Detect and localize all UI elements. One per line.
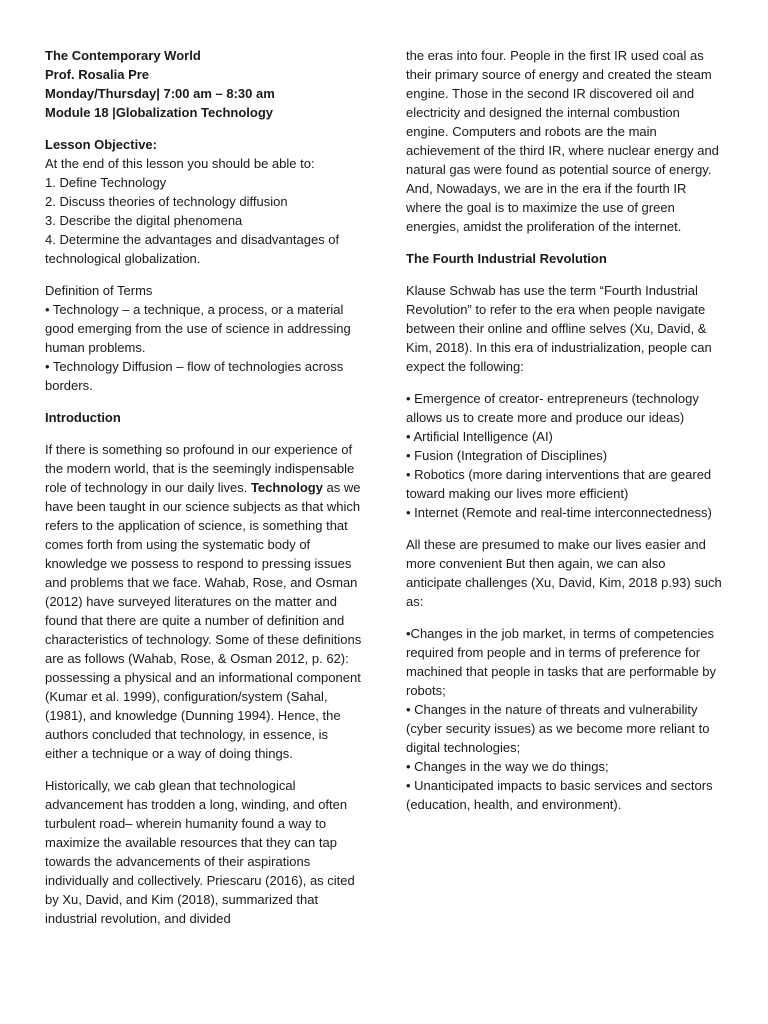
objective-item: 1. Define Technology xyxy=(45,175,167,190)
course-title: The Contemporary World xyxy=(45,48,201,63)
fourth-ir-bullet: • Robotics (more daring interventions that are geared toward making our lives more efficient) xyxy=(406,467,712,501)
fourth-ir-paragraph-2: All these are presumed to make our lives easier and more convenient But then again, we can also anticipate challenges (Xu, David, Kim, 2018 p.93) such as: xyxy=(406,537,722,609)
fourth-ir-heading: The Fourth Industrial Revolution xyxy=(406,251,607,266)
objective-item: 3. Describe the digital phenomena xyxy=(45,213,243,228)
introduction-paragraph-2: Historically, we cab glean that technological advancement has trodden a long, winding, and often turbulent road– wherein humanity found a way to maximize the available resources that they can tap towards the advancements of their aspirations individually and collectively. Priescaru (2016), as cited by Xu, David, and Kim (2018), summarized that industrial revolution, and divided xyxy=(45,778,355,926)
challenge-item: • Changes in the nature of threats and vulnerability (cyber security issues) as we become more reliant to digital technologies; xyxy=(406,702,710,755)
intro-p1-rest: as we have been taught in our science subjects as that which refers to the application of science, is something that comes forth from using the systematic body of knowledge we possess to respond to pressing issues and problems that we face. Wahab, Rose, and Osman (2012) have surveyed literatures on the matter and found that there are quite a number of definition and characteristics of technology. Some of these definitions are as follows (Wahab, Rose, & Osman 2012, p. 62): possessing a physical and an informational component (Kumar et al. 1999), configuration/system (Sahal, (1981), and knowledge (Dunning 1994). Hence, the authors concluded that technology, in essence, is either a technique or a way of doing things. xyxy=(45,480,362,761)
introduction-paragraph-1 xyxy=(45,440,363,763)
challenge-item: •Changes in the job market, in terms of competencies required from people and in terms of preference for machined that people in tasks that are performable by robots; xyxy=(406,626,717,698)
fourth-ir-bullet: • Artificial Intelligence (AI) xyxy=(406,429,553,444)
class-schedule: Monday/Thursday| 7:00 am – 8:30 am xyxy=(45,86,275,101)
challenge-item: • Unanticipated impacts to basic services and sectors (education, health, and environment). xyxy=(406,778,713,812)
intro-p1-bold-term: Technology xyxy=(250,480,323,495)
professor-name: Prof. Rosalia Pre xyxy=(45,67,150,82)
objectives-heading: Lesson Objective: xyxy=(45,137,157,152)
challenge-item: • Changes in the way we do things; xyxy=(406,759,609,774)
definition-item: • Technology – a technique, a process, or a material good emerging from the use of science in addressing human problems. xyxy=(45,302,351,355)
left-column xyxy=(45,46,363,928)
objectives-intro: At the end of this lesson you should be able to: xyxy=(45,156,315,171)
intro-p1-start: If there is something so profound in our experience of the modern world, that is the seemingly indispensable role of technology in our daily lives. xyxy=(45,442,355,495)
right-column xyxy=(406,46,724,814)
introduction-heading: Introduction xyxy=(45,410,121,425)
objective-item: 2. Discuss theories of technology diffusion xyxy=(45,194,288,209)
definitions-heading: Definition of Terms xyxy=(45,283,153,298)
fourth-ir-bullet: • Emergence of creator- entrepreneurs (technology allows us to create more and produce our ideas) xyxy=(406,391,699,425)
fourth-ir-bullet: • Internet (Remote and real-time interconnectedness) xyxy=(406,505,712,520)
module-title: Module 18 |Globalization Technology xyxy=(45,105,274,120)
introduction-paragraph-2-continued: the eras into four. People in the first IR used coal as their primary source of energy and created the steam engine. Those in the second IR discovered oil and electricity and designed the internal combustion engine. Computers and robots are the main achievement of the third IR, where nuclear energy and natural gas were found as potential source of energy. And, Nowadays, we are in the era if the fourth IR where the goal is to maximize the use of green energies, amidst the proliferation of the internet. xyxy=(406,48,719,234)
fourth-ir-bullet: • Fusion (Integration of Disciplines) xyxy=(406,448,608,463)
objective-item: 4. Determine the advantages and disadvantages of technological globalization. xyxy=(45,232,340,266)
definition-item: • Technology Diffusion – flow of technologies across borders. xyxy=(45,359,344,393)
fourth-ir-paragraph-1: Klause Schwab has use the term “Fourth Industrial Revolution” to refer to the era when people navigate between their online and offline selves (Xu, David, & Kim, 2018). In this era of industrialization, people can expect the following: xyxy=(406,283,712,374)
